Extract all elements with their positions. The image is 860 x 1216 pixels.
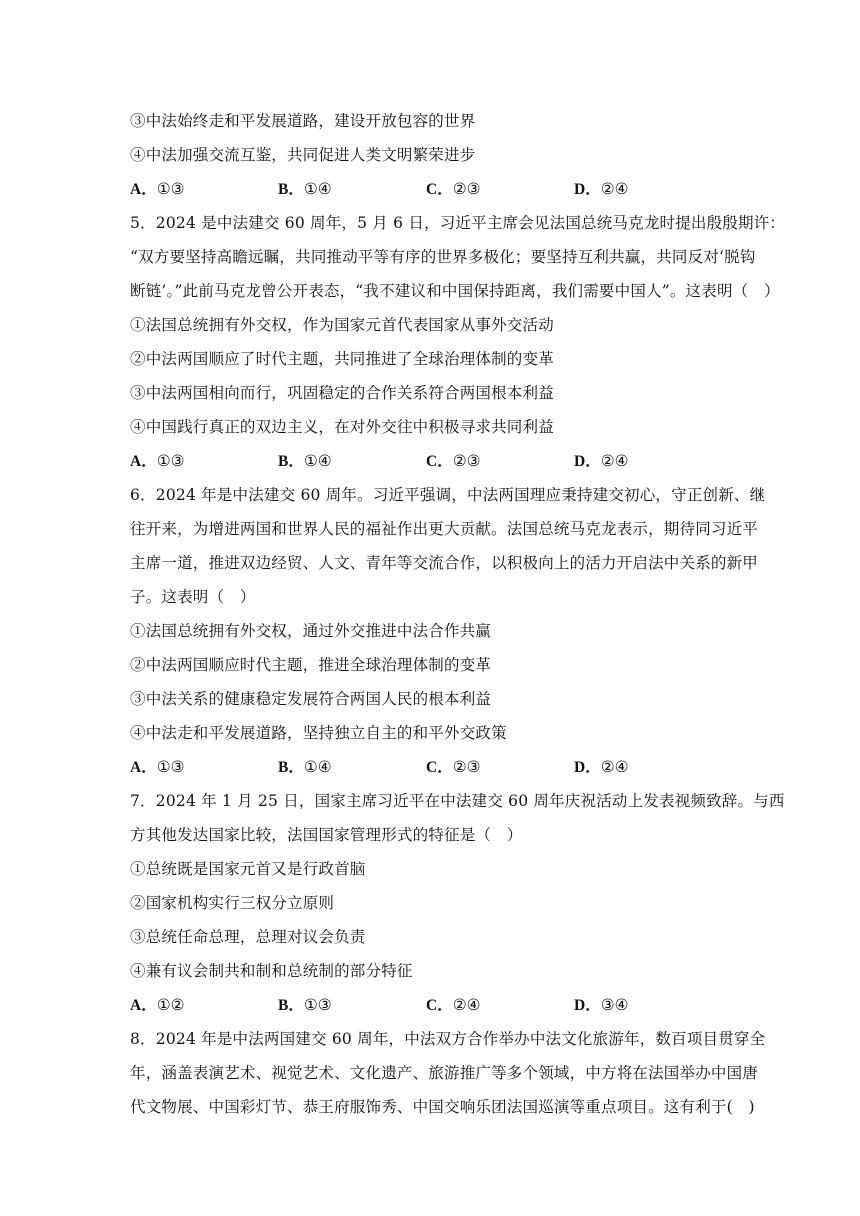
option-d[interactable]: D．②④ [574,758,629,776]
statement-3: ③总统任命总理，总理对议会负责 [130,928,366,946]
statement-2: ②中法两国顺应时代主题，推进全球治理体制的变革 [130,656,492,674]
statement-1: ①总统既是国家元首又是行政首脑 [130,860,366,878]
question-8-stem-line: 年，涵盖表演艺术、视觉艺术、文化遗产、旅游推广等多个领域，中方将在法国举办中国唐 [130,1064,759,1082]
question-6-stem-line: 子。这表明（ ） [130,588,256,606]
statement-3: ③中法关系的健康稳定发展符合两国人民的根本利益 [130,690,492,708]
option-c[interactable]: C．②③ [426,758,481,776]
question-8-stem-line: 8．2024 年是中法两国建交 60 周年，中法双方合作举办中法文化旅游年，数百项目贯穿全 [130,1030,766,1048]
question-6-stem-line: 主席一道，推进双边经贸、人文、青年等交流合作，以积极向上的活力开启法中关系的新甲 [130,554,759,572]
statement-3: ③中法两国相向而行，巩固稳定的合作关系符合两国根本利益 [130,384,554,402]
question-5-stem-line: 5．2024 是中法建交 60 周年，5 月 6 日，习近平主席会见法国总统马克龙时提出殷殷期许： [130,214,786,232]
exam-page [130,104,786,1124]
option-d[interactable]: D．③④ [574,996,629,1014]
question-8-stem-line: 代文物展、中国彩灯节、恭王府服饰秀、中国交响乐团法国巡演等重点项目。这有利于( ) [130,1098,755,1116]
statement-1: ①法国总统拥有外交权，通过外交推进中法合作共赢 [130,622,492,640]
answer-options [130,750,740,784]
statement-4: ④中国践行真正的双边主义，在对外交往中积极寻求共同利益 [130,418,554,436]
option-a[interactable]: A．①③ [130,452,185,470]
statement-1: ①法国总统拥有外交权，作为国家元首代表国家从事外交活动 [130,316,554,334]
question-6-stem-line: 6．2024 年是中法建交 60 周年。习近平强调，中法两国理应秉持建交初心，守正创新、继 [130,486,766,504]
question-5-stem-line: 断链’。”此前马克龙曾公开表态，“我不建议和中国保持距离，我们需要中国人”。这表明（ ） [130,282,780,300]
answer-options [130,988,740,1022]
option-b[interactable]: B．①④ [278,180,332,198]
option-c[interactable]: C．②④ [426,996,481,1014]
statement-2: ②国家机构实行三权分立原则 [130,894,335,912]
option-a[interactable]: A．①③ [130,180,185,198]
statement-4: ④兼有议会制共和制和总统制的部分特征 [130,962,413,980]
statement-4: ④中法走和平发展道路，坚持独立自主的和平外交政策 [130,724,507,742]
option-b[interactable]: B．①③ [278,996,332,1014]
statement-2: ②中法两国顺应了时代主题，共同推进了全球治理体制的变革 [130,350,554,368]
option-c[interactable]: C．②③ [426,180,481,198]
option-a[interactable]: A．①③ [130,758,185,776]
option-a[interactable]: A．①② [130,996,185,1014]
question-6-stem-line: 往开来，为增进两国和世界人民的福祉作出更大贡献。法国总统马克龙表示，期待同习近平 [130,520,759,538]
answer-options [130,444,740,478]
answer-options [130,172,740,206]
question-5-stem-line: “双方要坚持高瞻远瞩，共同推动平等有序的世界多极化；要坚持互利共赢，共同反对‘脱钩 [130,248,756,266]
question-7-stem-line: 方其他发达国家比较，法国国家管理形式的特征是（ ） [130,826,523,844]
option-d[interactable]: D．②④ [574,180,629,198]
statement-4: ④中法加强交流互鉴，共同促进人类文明繁荣进步 [130,146,476,164]
question-7-stem-line: 7．2024 年 1 月 25 日，国家主席习近平在中法建交 60 周年庆祝活动上发表视频致辞。与西 [130,792,785,810]
option-c[interactable]: C．②③ [426,452,481,470]
statement-3: ③中法始终走和平发展道路，建设开放包容的世界 [130,112,476,130]
option-b[interactable]: B．①④ [278,758,332,776]
option-b[interactable]: B．①④ [278,452,332,470]
option-d[interactable]: D．②④ [574,452,629,470]
